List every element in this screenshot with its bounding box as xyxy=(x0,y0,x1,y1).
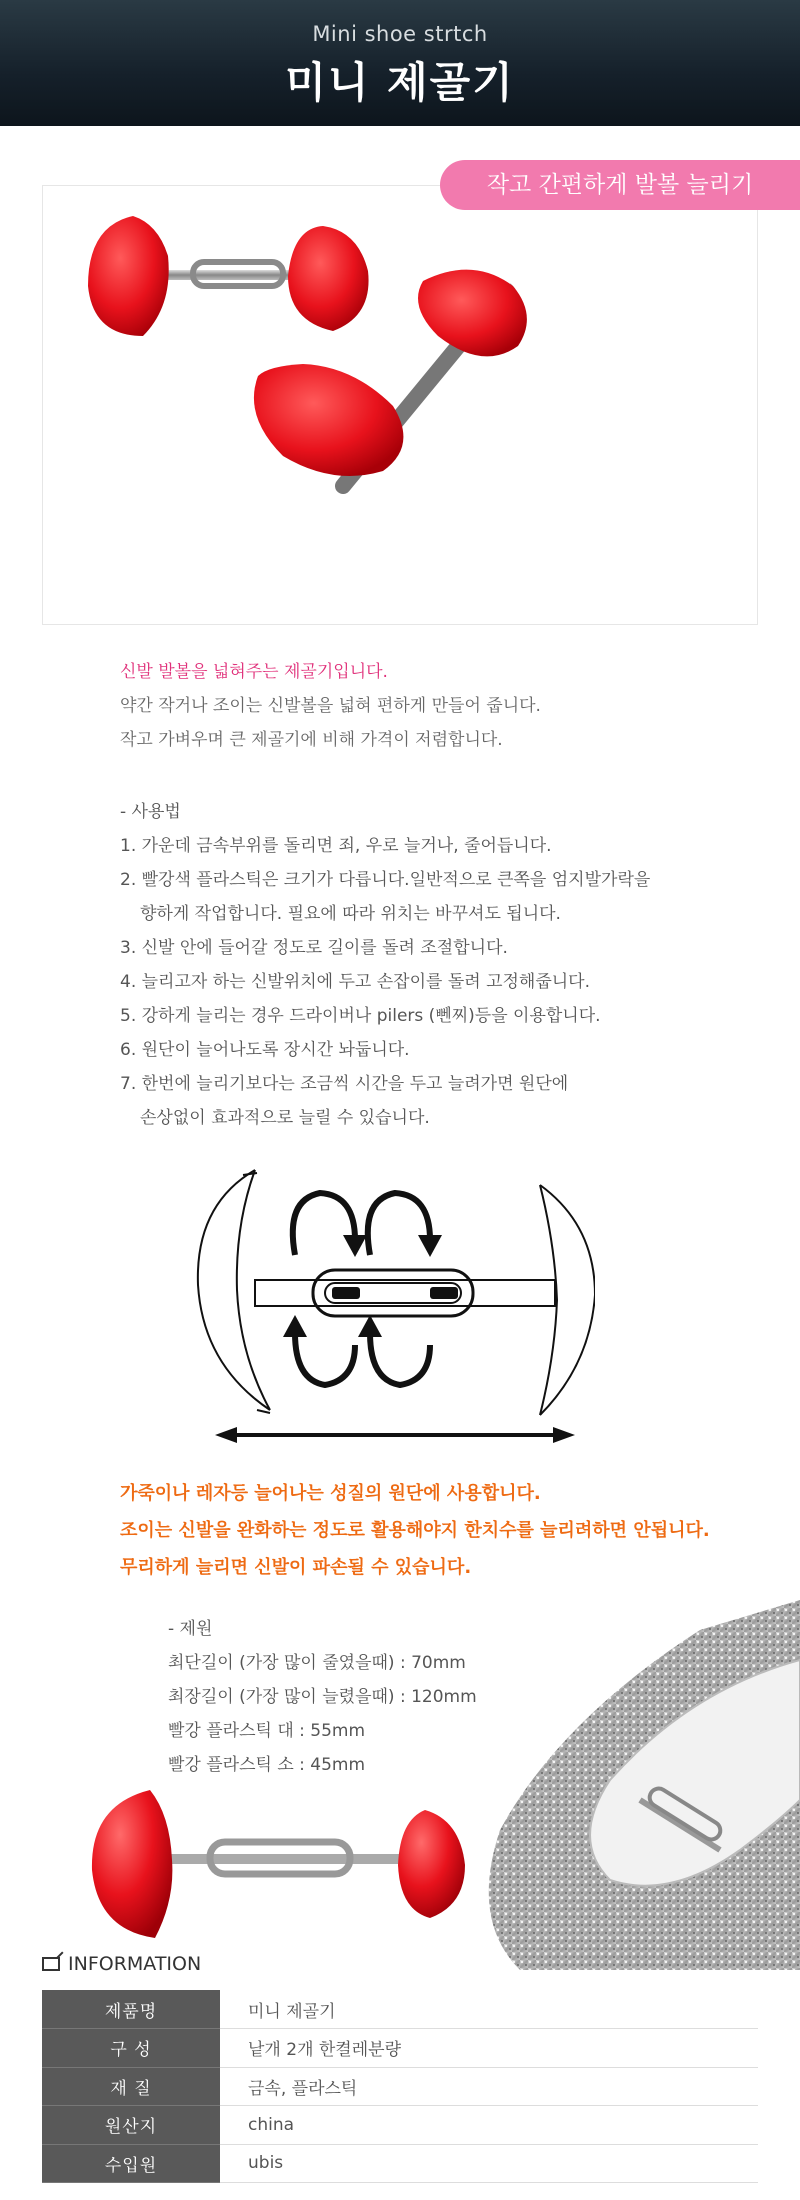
usage-step: 2. 빨강색 플라스틱은 크기가 다릅니다.일반적으로 큰쪽을 엄지발가락을 xyxy=(120,870,651,890)
usage-step: 5. 강하게 늘리는 경우 드라이버나 pilers (뻰찌)등을 이용합니다. xyxy=(120,1006,601,1026)
table-row xyxy=(42,1990,758,2029)
usage-section xyxy=(120,795,650,1135)
product-photo xyxy=(43,186,759,626)
info-value: 미니 제골기 xyxy=(220,1990,758,2029)
table-row xyxy=(42,2106,758,2145)
shoe-photo xyxy=(440,1600,800,1970)
page-title: 미니 제골기 xyxy=(285,58,515,107)
spec-line: 최장길이 (가장 많이 늘렸을때) : 120mm xyxy=(168,1687,477,1707)
usage-heading: - 사용법 xyxy=(120,802,181,822)
usage-step: 향하게 작업합니다. 필요에 따라 위치는 바꾸셔도 됩니다. xyxy=(140,904,561,924)
info-key: 원산지 xyxy=(42,2106,220,2145)
warning-section xyxy=(120,1475,710,1586)
spec-line: 빨강 플라스틱 대 : 55mm xyxy=(168,1721,366,1741)
information-heading xyxy=(42,1953,201,1975)
usage-step: 4. 늘리고자 하는 신발위치에 두고 손잡이를 돌려 고정해줍니다. xyxy=(120,972,590,992)
usage-diagram xyxy=(195,1165,595,1450)
product-photo-box xyxy=(42,185,758,625)
warning-line: 조이는 신발을 완화하는 정도로 활용해야지 한치수를 늘리려하면 안됩니다. xyxy=(120,1520,710,1541)
info-key: 수입원 xyxy=(42,2144,220,2183)
table-row xyxy=(42,2029,758,2068)
edit-note-icon xyxy=(42,1957,60,1971)
information-table xyxy=(42,1990,758,2183)
info-key: 구 성 xyxy=(42,2029,220,2068)
specs-section xyxy=(168,1612,477,1782)
info-value: 금속, 플라스틱 xyxy=(220,2067,758,2106)
usage-step: 손상없이 효과적으로 늘릴 수 있습니다. xyxy=(140,1108,430,1128)
intro-text xyxy=(120,655,541,757)
info-key: 제품명 xyxy=(42,1990,220,2029)
warning-line: 가죽이나 레자등 늘어나는 성질의 원단에 사용합니다. xyxy=(120,1483,541,1504)
info-key: 재 질 xyxy=(42,2067,220,2106)
usage-step: 3. 신발 안에 들어갈 정도로 길이를 돌려 조절합니다. xyxy=(120,938,508,958)
table-row xyxy=(42,2067,758,2106)
stretcher-photo xyxy=(80,1780,480,1950)
intro-highlight: 신발 발볼을 넓혀주는 제골기입니다. xyxy=(120,662,388,682)
header-banner xyxy=(0,0,800,126)
warning-line: 무리하게 늘리면 신발이 파손될 수 있습니다. xyxy=(120,1557,472,1578)
specs-heading: - 제원 xyxy=(168,1619,213,1639)
intro-line: 약간 작거나 조이는 신발볼을 넓혀 편하게 만들어 줍니다. xyxy=(120,696,541,716)
information-title: INFORMATION xyxy=(68,1953,202,1975)
spec-line: 빨강 플라스틱 소 : 45mm xyxy=(168,1755,366,1775)
intro-line: 작고 가벼우며 큰 제골기에 비해 가격이 저렴합니다. xyxy=(120,730,503,750)
info-value: ubis xyxy=(220,2144,758,2183)
spec-line: 최단길이 (가장 많이 줄였을때) : 70mm xyxy=(168,1653,466,1673)
info-value: china xyxy=(220,2106,758,2145)
info-value: 낱개 2개 한켤레분량 xyxy=(220,2029,758,2068)
usage-step: 7. 한번에 늘리기보다는 조금씩 시간을 두고 늘려가면 원단에 xyxy=(120,1074,569,1094)
feature-tag: 작고 간편하게 발볼 늘리기 xyxy=(440,160,800,210)
usage-step: 1. 가운데 금속부위를 돌리면 죄, 우로 늘거나, 줄어듭니다. xyxy=(120,836,552,856)
table-row xyxy=(42,2144,758,2183)
header-subtitle: Mini shoe strtch xyxy=(312,22,488,46)
usage-step: 6. 원단이 늘어나도록 장시간 놔둡니다. xyxy=(120,1040,410,1060)
